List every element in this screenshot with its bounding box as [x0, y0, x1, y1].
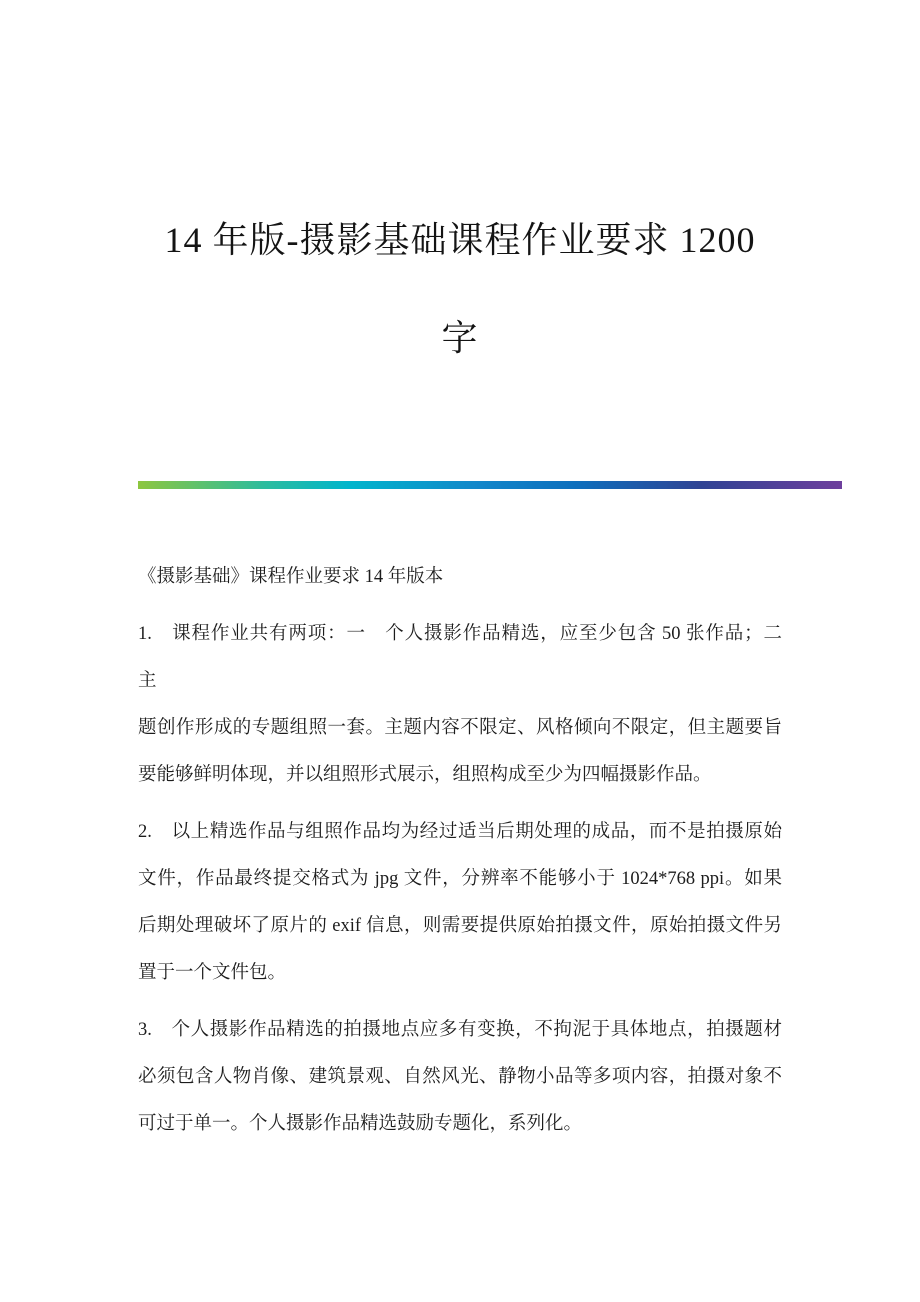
- title-line-2: 字: [441, 318, 479, 358]
- paragraph: [138, 611, 801, 799]
- text-line: 必须包含人物肖像、建筑景观、自然风光、静物小品等多项内容，拍摄对象不: [138, 1067, 782, 1087]
- document-title: [0, 191, 920, 387]
- text-line: 可过于单一。个人摄影作品精选鼓励专题化，系列化。: [138, 1114, 583, 1134]
- text-line: 题创作形成的专题组照一套。主题内容不限定、风格倾向不限定，但主题要旨: [138, 718, 782, 738]
- paragraph: [138, 809, 782, 997]
- text-line: 后期处理破坏了原片的 exif 信息，则需要提供原始拍摄文件，原始拍摄文件另: [138, 916, 782, 936]
- text-line: 3. 个人摄影作品精选的拍摄地点应多有变换，不拘泥于具体地点，拍摄题材: [138, 1020, 782, 1040]
- text-line: 《摄影基础》课程作业要求 14 年版本: [138, 567, 444, 587]
- gradient-divider-bar: [138, 481, 842, 489]
- paragraph: [138, 1007, 782, 1148]
- paragraph: [138, 554, 782, 601]
- document-body: [138, 554, 801, 1158]
- title-line-1: 14 年版-摄影基础课程作业要求 1200: [164, 220, 756, 260]
- text-line: 2. 以上精选作品与组照作品均为经过适当后期处理的成品，而不是拍摄原始: [138, 822, 782, 842]
- text-line: 置于一个文件包。: [138, 963, 287, 983]
- text-line: 文件，作品最终提交格式为 jpg 文件，分辨率不能够小于 1024*768 ppi。如果: [138, 869, 782, 889]
- text-line: 要能够鲜明体现，并以组照形式展示，组照构成至少为四幅摄影作品。: [138, 765, 712, 785]
- text-line: 1. 课程作业共有两项：一 个人摄影作品精选，应至少包含 50 张作品；二 主: [138, 624, 801, 691]
